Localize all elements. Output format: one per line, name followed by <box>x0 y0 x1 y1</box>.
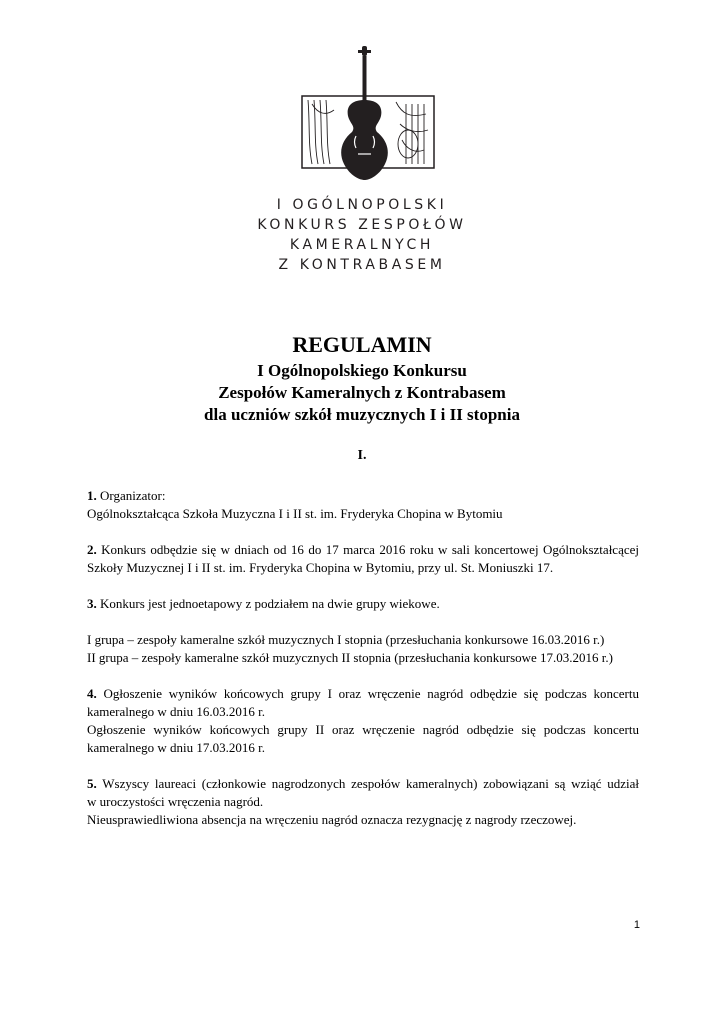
point-number: 2. <box>87 542 97 557</box>
point-1-heading <box>87 487 639 505</box>
point-4-line <box>87 685 639 703</box>
page-number: 1 <box>633 919 640 931</box>
point-text: Wszyscy laureaci (członkowie nagrodzonych zespołów kameralnych) zobowiązani są wziąć udział <box>96 776 639 791</box>
point-number: 1. <box>87 488 97 503</box>
point-2-line <box>87 541 639 559</box>
logo-title-line: KAMERALNYCH <box>289 237 435 253</box>
point-4-line: kameralnego w dniu 16.03.2016 r. <box>87 704 265 719</box>
point-3-line <box>87 595 639 613</box>
double-bass-logo-icon <box>298 44 438 184</box>
point-4-line: Ogłoszenie wyników końcowych grupy II oraz wręczenie nagród odbędzie się podczas koncertu <box>87 722 639 737</box>
group-1-text: I grupa – zespoły kameralne szkół muzycznych I stopnia (przesłuchania konkursowe 16.03.2016 r.) <box>87 632 605 647</box>
point-5-line <box>87 775 639 793</box>
point-text: Konkurs odbędzie się w dniach od 16 do 17 marca 2016 roku w sali koncertowej Ogólnokształcącej <box>96 542 639 557</box>
group-2-text: II grupa – zespoły kameralne szkół muzycznych II stopnia (przesłuchania konkursowe 17.03.2016 r.) <box>87 650 613 665</box>
point-1-text: Ogólnokształcąca Szkoła Muzyczna I i II st. im. Fryderyka Chopina w Bytomiu <box>87 506 503 521</box>
document-subtitle: I Ogólnopolskiego Konkursu <box>257 361 467 380</box>
point-text: Ogłoszenie wyników końcowych grupy I oraz wręczenie nagród odbędzie się podczas koncertu <box>96 686 639 701</box>
point-number: 5. <box>87 776 97 791</box>
section-number: I. <box>357 448 367 463</box>
logo-title-line: Z KONTRABASEM <box>278 257 446 273</box>
logo-title-line: KONKURS ZESPOŁÓW <box>257 217 467 233</box>
document-subtitle: dla uczniów szkół muzycznych I i II stopnia <box>204 405 520 424</box>
point-5-line: w uroczystości wręczenia nagród. <box>87 794 264 809</box>
point-number: 3. <box>87 596 97 611</box>
point-2-line: Szkoły Muzycznej I i II st. im. Fryderyka Chopina w Bytomiu, przy ul. St. Moniuszki 17. <box>87 560 554 575</box>
point-number: 4. <box>87 686 97 701</box>
regulations-body <box>87 487 639 829</box>
logo-title <box>0 195 724 275</box>
point-4-line: kameralnego w dniu 17.03.2016 r. <box>87 740 265 755</box>
logo-title-line: I OGÓLNOPOLSKI <box>276 197 448 213</box>
document-subtitle: Zespołów Kameralnych z Kontrabasem <box>218 383 506 402</box>
point-text: Organizator: <box>96 488 166 503</box>
document-title: REGULAMIN <box>292 332 432 357</box>
point-text: Konkurs jest jednoetapowy z podziałem na dwie grupy wiekowe. <box>96 596 440 611</box>
point-5-line: Nieusprawiedliwiona absencja na wręczeniu nagród oznacza rezygnację z nagrody rzeczowej. <box>87 812 577 827</box>
